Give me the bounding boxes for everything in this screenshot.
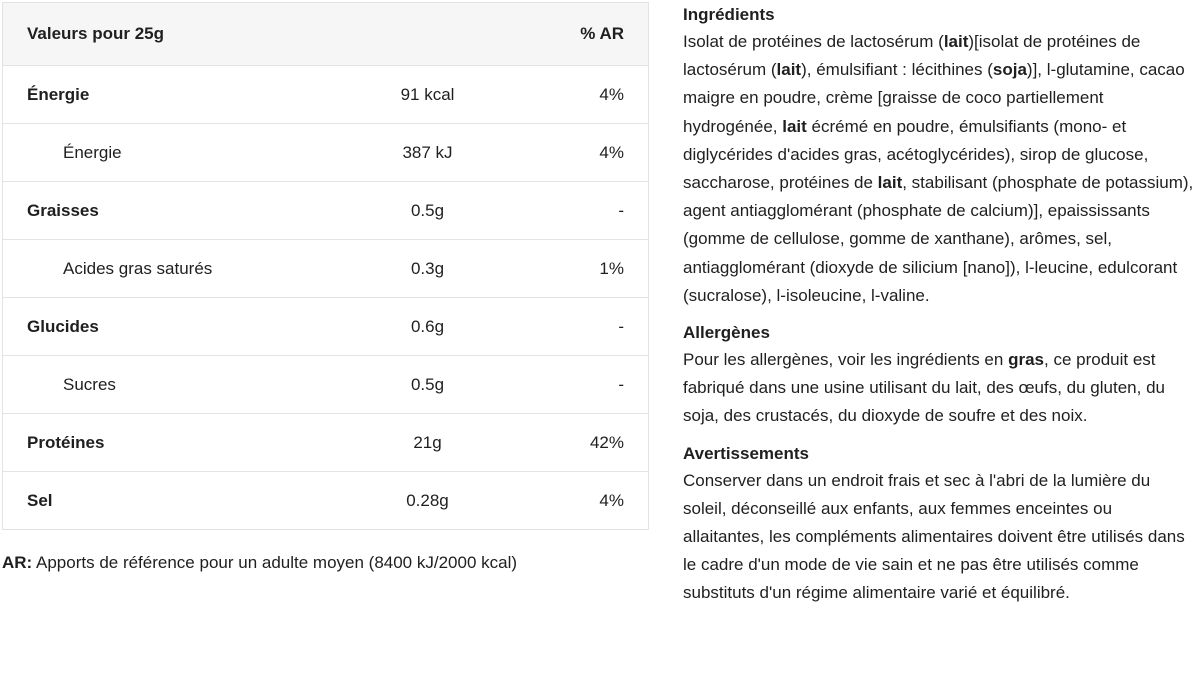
product-info <box>683 2 1198 616</box>
nutrient-name: Énergie <box>3 66 333 124</box>
ar-footnote-label: AR: <box>2 553 33 572</box>
text-run: ), émulsifiant : lécithines ( <box>801 60 993 80</box>
nutrient-ar: 4% <box>523 124 649 182</box>
table-row <box>3 414 649 472</box>
table-header-row <box>3 3 649 66</box>
table-row <box>3 66 649 124</box>
nutrient-ar: 1% <box>523 240 649 298</box>
nutrient-ar: - <box>523 298 649 356</box>
nutrient-name: Sel <box>27 490 53 510</box>
table-row <box>3 472 649 530</box>
text-run: écrémé en poudre, émulsifiants (mono- et diglycérides d'acides gras, acétoglycérides), sirop de glucose, saccharose, protéines de <box>683 116 1149 193</box>
nutrient-name: Acides gras saturés <box>3 240 333 298</box>
nutrient-value: 0.5g <box>333 182 523 240</box>
allergens-text <box>683 346 1198 431</box>
bold-text-run: lait <box>943 32 969 51</box>
nutrient-value: 0.28g <box>406 490 449 510</box>
ingredients-text <box>683 28 1198 310</box>
header-serving-label: Valeurs pour 25g <box>3 3 333 66</box>
text-run: )[isolat de protéines de lactosérum ( <box>683 32 1141 80</box>
nutrient-value: 0.5g <box>333 356 523 414</box>
nutrient-value: 387 kJ <box>333 124 523 182</box>
ar-footnote <box>2 552 648 574</box>
nutrition-section <box>2 2 648 574</box>
nutrient-value: 0.6g <box>333 298 523 356</box>
table-row <box>3 240 649 298</box>
table-row <box>3 298 649 356</box>
text-run: Pour les allergènes, voir les ingrédients en <box>683 350 1009 370</box>
bold-text-run: lait <box>776 60 802 80</box>
warnings-title: Avertissements <box>683 443 809 463</box>
bold-text-run: lait <box>782 116 807 136</box>
nutrient-value: 21g <box>333 414 523 472</box>
nutrient-name: Sucres <box>3 356 333 414</box>
nutrient-ar: - <box>523 356 649 414</box>
bold-text-run: gras <box>1008 350 1044 370</box>
text-run: Isolat de protéines de lactosérum ( <box>683 32 944 51</box>
header-ar-label: % AR <box>523 3 649 66</box>
header-value <box>333 3 523 66</box>
nutrient-name: Énergie <box>3 124 333 182</box>
nutrient-name: Graisses <box>3 182 333 240</box>
text-run: , ce produit est fabriqué dans une usine utilisant du lait, des œufs, du gluten, du soja, des crustacés, du dioxyde de soufre et des noix. <box>683 350 1165 426</box>
allergens-title: Allergènes <box>683 323 770 343</box>
nutrition-table <box>2 2 649 530</box>
nutrient-ar: 4% <box>599 490 624 510</box>
nutrient-ar: 42% <box>523 414 649 472</box>
nutrient-ar: 4% <box>523 66 649 124</box>
table-row <box>3 182 649 240</box>
ar-footnote-text: Apports de référence pour un adulte moyen (8400 kJ/2000 kcal) <box>32 553 518 572</box>
text-run: )], l-glutamine, cacao maigre en poudre, crème [graisse de coco partiellement hydrogénée, <box>683 60 1185 136</box>
text-run: , stabilisant (phosphate de potassium), agent antiagglomérant (phosphate de calcium)], epaississants (gomme de cellulose, gomme de xanthane), arômes, sel, antiagglomérant (dioxyde de silicium [nano]), l-leucine, edulcorant (sucralose), l-isoleucine, l-valine. <box>683 173 1194 305</box>
bold-text-run: lait <box>877 173 903 193</box>
table-row <box>3 356 649 414</box>
warnings-text: Conserver dans un endroit frais et sec à l'abri de la lumière du soleil, déconseillé aux enfants, aux femmes enceintes ou allaitantes, les compléments alimentaires doivent être utilisés dans le cadre d'un mode de vie sain et ne pas être utilisés comme substituts d'un régime alimentaire varié et équilibré. <box>683 470 1185 603</box>
nutrient-name: Glucides <box>3 298 333 356</box>
table-row <box>3 124 649 182</box>
nutrient-value: 91 kcal <box>333 66 523 124</box>
nutrient-name: Protéines <box>3 414 333 472</box>
bold-text-run: soja <box>992 60 1027 80</box>
ingredients-title: Ingrédients <box>683 5 775 24</box>
nutrient-ar: - <box>523 182 649 240</box>
nutrient-value: 0.3g <box>333 240 523 298</box>
